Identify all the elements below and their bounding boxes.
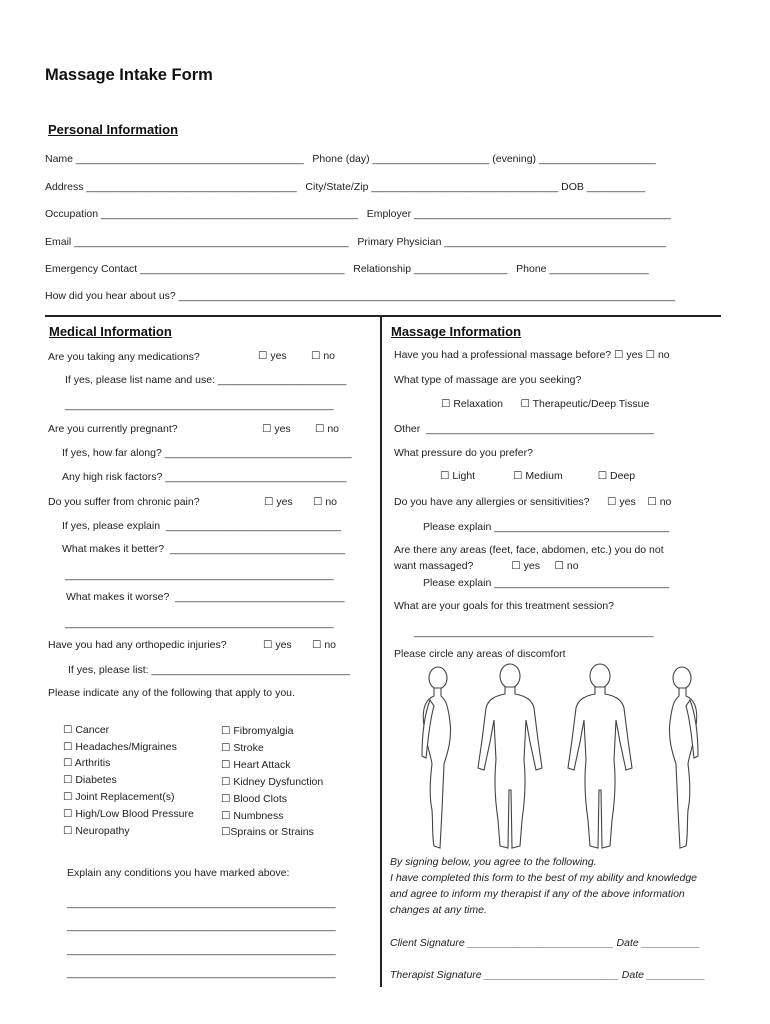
conditions-prompt: Please indicate any of the following that apply to you. [48, 687, 295, 699]
avoid-areas-options[interactable]: want massaged? ☐ yes ☐ no [394, 560, 579, 572]
pain-worse-line[interactable]: What makes it worse? _____________________________ [66, 591, 345, 603]
pain-worse-extra-line[interactable]: ______________________________________________ [65, 617, 334, 629]
medications-yes[interactable]: ☐ yes [258, 350, 287, 362]
section-divider [45, 315, 721, 317]
condition-joint-replacement[interactable]: ☐ Joint Replacement(s) [63, 791, 175, 803]
condition-blood-pressure[interactable]: ☐ High/Low Blood Pressure [63, 808, 194, 820]
occupation-line[interactable]: Occupation ____________________________________________ Employer ____________________________________________ [45, 208, 671, 220]
avoid-areas-question: Are there any areas (feet, face, abdomen, etc.) you do not [394, 544, 664, 556]
condition-diabetes[interactable]: ☐ Diabetes [63, 774, 117, 786]
consent-line-3: and agree to inform my therapist if any of the above information [390, 888, 685, 900]
address-line[interactable]: Address ____________________________________ City/State/Zip ________________________________ DOB __________ [45, 181, 646, 193]
body-figure-front[interactable] [478, 664, 542, 848]
body-figure-side-left[interactable] [422, 667, 451, 848]
condition-neuropathy[interactable]: ☐ Neuropathy [63, 825, 130, 837]
discomfort-prompt: Please circle any areas of discomfort [394, 648, 566, 660]
condition-cancer[interactable]: ☐ Cancer [63, 724, 110, 736]
medications-list-line[interactable]: If yes, please list name and use: ______________________ [65, 374, 347, 386]
chronic-pain-yes[interactable]: ☐ yes [264, 496, 293, 508]
medical-heading: Medical Information [49, 324, 172, 339]
explain-conditions-label: Explain any conditions you have marked above: [67, 867, 290, 879]
emergency-line[interactable]: Emergency Contact ___________________________________ Relationship ________________ Phone _________________ [45, 263, 649, 275]
condition-headaches[interactable]: ☐ Headaches/Migraines [63, 741, 177, 753]
explain-line-4[interactable]: ______________________________________________ [67, 967, 336, 979]
pain-explain-line[interactable]: If yes, please explain ______________________________ [62, 520, 342, 532]
avoid-areas-explain-line[interactable]: Please explain ______________________________ [423, 577, 670, 589]
client-signature-line[interactable]: Client Signature _________________________ Date __________ [390, 937, 701, 949]
pregnancy-length-line[interactable]: If yes, how far along? ________________________________ [62, 447, 352, 459]
referral-line[interactable]: How did you hear about us? _____________________________________________________________________________________ [45, 290, 676, 302]
name-phone-line[interactable]: Name _______________________________________ Phone (day) ____________________ (evening) ____________________ [45, 153, 656, 165]
condition-blood-clots[interactable]: ☐ Blood Clots [221, 793, 288, 805]
condition-arthritis[interactable]: ☐ Arthritis [63, 757, 111, 769]
condition-heart-attack[interactable]: ☐ Heart Attack [221, 759, 291, 771]
email-line[interactable]: Email _______________________________________________ Primary Physician ______________________________________ [45, 236, 667, 248]
allergies-line[interactable]: Do you have any allergies or sensitivities? ☐ yes ☐ no [394, 496, 672, 508]
therapist-signature-line[interactable]: Therapist Signature _______________________ Date __________ [390, 969, 706, 981]
condition-kidney[interactable]: ☐ Kidney Dysfunction [221, 776, 324, 788]
page-title: Massage Intake Form [45, 66, 213, 84]
consent-line-1: By signing below, you agree to the following. [390, 856, 597, 868]
body-diagram[interactable] [410, 660, 720, 855]
condition-fibromyalgia[interactable]: ☐ Fibromyalgia [221, 725, 294, 737]
pressure-question: What pressure do you prefer? [394, 447, 533, 459]
explain-line-3[interactable]: ______________________________________________ [67, 944, 336, 956]
consent-line-4: changes at any time. [390, 904, 487, 916]
chronic-pain-no[interactable]: ☐ no [313, 496, 338, 508]
prior-massage-line[interactable]: Have you had a professional massage before? ☐ yes ☐ no [394, 349, 670, 361]
medications-question: Are you taking any medications? [48, 351, 200, 363]
orthopedic-list-line[interactable]: If yes, please list: __________________________________ [68, 664, 350, 676]
other-type-line[interactable]: Other _______________________________________ [394, 423, 654, 435]
goals-line[interactable]: _________________________________________ [414, 626, 654, 638]
condition-stroke[interactable]: ☐ Stroke [221, 742, 264, 754]
pregnant-question: Are you currently pregnant? [48, 423, 178, 435]
explain-line-1[interactable]: ______________________________________________ [67, 897, 336, 909]
condition-numbness[interactable]: ☐ Numbness [221, 810, 284, 822]
body-figure-side-right[interactable] [669, 667, 698, 848]
massage-heading: Massage Information [391, 324, 522, 339]
medications-extra-line[interactable]: ______________________________________________ [65, 399, 334, 411]
orthopedic-no[interactable]: ☐ no [312, 639, 337, 651]
pain-better-extra-line[interactable]: ______________________________________________ [65, 569, 334, 581]
medications-no[interactable]: ☐ no [311, 350, 336, 362]
massage-type-question: What type of massage are you seeking? [394, 374, 582, 386]
body-figure-back[interactable] [568, 664, 632, 848]
massage-type-options[interactable]: ☐ Relaxation ☐ Therapeutic/Deep Tissue [441, 398, 650, 410]
column-divider [380, 317, 382, 987]
orthopedic-question: Have you had any orthopedic injuries? [48, 639, 227, 651]
orthopedic-yes[interactable]: ☐ yes [263, 639, 292, 651]
allergies-explain-line[interactable]: Please explain ______________________________ [423, 521, 670, 533]
pregnant-yes[interactable]: ☐ yes [262, 423, 291, 435]
pregnant-no[interactable]: ☐ no [315, 423, 340, 435]
goals-question: What are your goals for this treatment session? [394, 600, 615, 612]
personal-heading: Personal Information [48, 122, 179, 137]
pressure-options[interactable]: ☐ Light ☐ Medium ☐ Deep [440, 470, 636, 482]
pain-better-line[interactable]: What makes it better? ______________________________ [62, 543, 346, 555]
risk-factors-line[interactable]: Any high risk factors? _______________________________ [62, 471, 347, 483]
explain-line-2[interactable]: ______________________________________________ [67, 920, 336, 932]
chronic-pain-question: Do you suffer from chronic pain? [48, 496, 200, 508]
consent-line-2: I have completed this form to the best of my ability and knowledge [390, 872, 697, 884]
condition-sprains[interactable]: ☐Sprains or Strains [221, 826, 314, 838]
